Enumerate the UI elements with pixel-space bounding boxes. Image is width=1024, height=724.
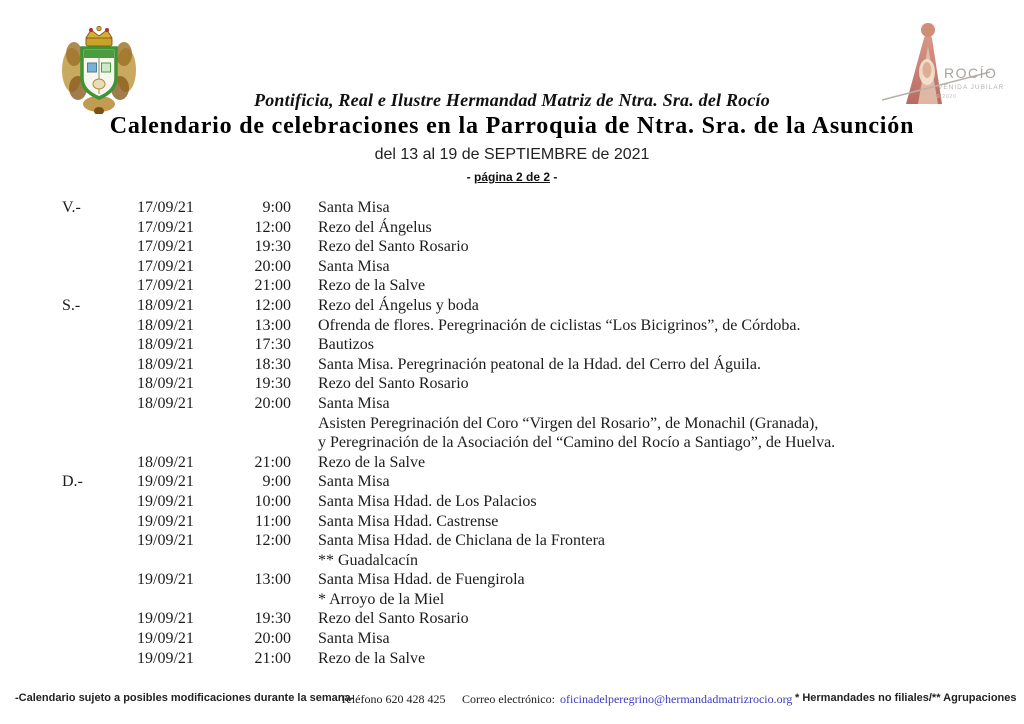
schedule-row [0,609,1024,629]
schedule-row [0,237,1024,257]
time-cell: 12:00 [254,218,291,236]
schedule-row [0,649,1024,669]
page-dash-left: - [466,170,474,184]
schedule-row [0,551,1024,571]
schedule-row [0,296,1024,316]
schedule-row [0,414,1024,434]
date-cell: 18/09/21 [137,453,194,471]
schedule-row [0,374,1024,394]
time-cell: 20:00 [254,394,291,412]
event-description-cell: Santa Misa. Peregrinación peatonal de la Hdad. del Cerro del Águila. [318,355,761,373]
weekday-label [62,218,137,238]
footer-disclaimer: -Calendario sujeto a posibles modificaciones durante la semana- [15,692,355,704]
event-description-cell: Rezo del Santo Rosario [318,238,469,256]
event-description-cell: Santa Misa Hdad. Castrense [318,512,499,530]
svg-text:2019|2020: 2019|2020 [926,94,957,100]
schedule-row [0,512,1024,532]
schedule-row [0,433,1024,453]
time-cell: 11:00 [255,512,291,530]
footer-legend: * Hermandades no filiales/** Agrupaciones [795,692,1017,704]
weekday-label [62,609,137,629]
time-cell: 9:00 [262,473,291,491]
schedule-row [0,590,1024,610]
weekday-label [62,649,137,669]
weekday-label: S.- [62,296,81,314]
time-cell: 19:30 [254,238,291,256]
event-description-cell: Rezo del Ángelus y boda [318,296,479,314]
schedule-row [0,453,1024,473]
weekday-label [62,590,137,610]
event-description-cell: Rezo de la Salve [318,277,426,295]
weekday-label [62,316,137,336]
date-cell: 18/09/21 [137,316,194,334]
date-cell: 19/09/21 [137,630,194,648]
weekday-label [62,492,137,512]
date-cell: 19/09/21 [137,649,194,667]
date-cell: 17/09/21 [137,199,194,216]
date-cell: 18/09/21 [137,296,194,314]
page-indicator [0,170,1024,184]
date-cell: 17/09/21 [137,218,194,236]
event-description-cell: y Peregrinación de la Asociación del “Camino del Rocío a Santiago”, de Huelva. [318,434,836,452]
time-cell: 20:00 [254,257,291,275]
schedule-row [0,394,1024,414]
page-title: Calendario de celebraciones en la Parroquia de Ntra. Sra. de la Asunción [109,113,915,139]
weekday-label [62,570,137,590]
event-description-cell: Asisten Peregrinación del Coro “Virgen del Rosario”, de Monachil (Granada), [318,414,819,432]
date-cell: 19/09/21 [137,571,194,589]
schedule-row [0,218,1024,238]
weekday-label [62,512,137,532]
time-cell: 9:00 [262,199,291,216]
date-cell: 19/09/21 [137,532,194,550]
time-cell: 13:00 [254,316,291,334]
date-cell [137,590,227,610]
date-cell: 18/09/21 [137,375,194,393]
date-cell: 19/09/21 [137,473,194,491]
date-cell [137,414,227,434]
event-description-cell: Rezo del Santo Rosario [318,375,469,393]
event-description-cell: Rezo del Ángelus [318,218,432,236]
time-cell: 21:00 [254,453,291,471]
event-description-cell: Bautizos [318,336,374,354]
date-cell: 19/09/21 [137,610,194,628]
event-description-cell: Santa Misa Hdad. de Fuengirola [318,571,525,589]
time-cell: 13:00 [254,571,291,589]
weekday-label [62,355,137,375]
weekday-label [62,394,137,414]
page-dash-right: - [550,170,558,184]
page-number-label: página 2 de 2 [473,170,551,184]
time-cell: 19:30 [254,610,291,628]
date-cell: 17/09/21 [137,238,194,256]
date-cell: 18/09/21 [137,355,194,373]
schedule-row [0,335,1024,355]
celebrations-schedule-table [0,198,1024,668]
schedule-row [0,276,1024,296]
event-description-cell: Santa Misa [318,473,390,491]
time-cell [227,433,291,453]
event-description-cell: Rezo de la Salve [318,649,426,667]
date-cell: 19/09/21 [137,492,194,510]
schedule-row [0,198,1024,218]
date-range-subtitle: del 13 al 19 de SEPTIEMBRE de 2021 [374,146,650,163]
weekday-label [62,433,137,453]
event-description-cell: * Arroyo de la Miel [318,590,445,608]
time-cell: 10:00 [254,492,291,510]
organization-title: Pontificia, Real e Ilustre Hermandad Matriz de Ntra. Sra. del Rocío [254,90,770,110]
schedule-row [0,355,1024,375]
event-description-cell: Santa Misa Hdad. de Los Palacios [318,492,537,510]
time-cell: 17:30 [254,336,291,354]
weekday-label [62,335,137,355]
event-description-cell: Rezo de la Salve [318,453,426,471]
weekday-label [62,551,137,571]
event-description-cell: ** Guadalcacín [318,551,418,569]
event-description-cell: Santa Misa [318,394,390,412]
time-cell: 19:30 [254,375,291,393]
weekday-label [62,453,137,473]
page-footer [0,688,1024,712]
weekday-label [62,237,137,257]
time-cell [227,551,291,571]
time-cell: 21:00 [254,277,291,295]
time-cell [227,414,291,434]
weekday-label [62,276,137,296]
time-cell: 18:30 [254,355,291,373]
schedule-row [0,531,1024,551]
date-cell: 17/09/21 [137,257,194,275]
weekday-label [62,374,137,394]
event-description-cell: Santa Misa Hdad. de Chiclana de la Frontera [318,532,606,550]
weekday-label: D.- [62,473,83,491]
date-cell: 18/09/21 [137,394,194,412]
footer-email-link[interactable]: oficinadelperegrino@hermandadmatrizrocio.org [560,692,793,706]
schedule-row [0,257,1024,277]
logo-wordmark: ROCÍO [944,65,998,81]
date-cell [137,433,227,453]
time-cell: 21:00 [254,649,291,667]
time-cell [227,590,291,610]
date-cell: 17/09/21 [137,277,194,295]
schedule-row [0,492,1024,512]
event-description-cell: Santa Misa [318,199,390,216]
footer-phone: Teléfono 620 428 425 [340,692,446,706]
date-cell [137,551,227,571]
svg-text:VENIDA JUBILAR: VENIDA JUBILAR [938,84,1005,91]
date-cell: 18/09/21 [137,336,194,354]
schedule-row [0,629,1024,649]
weekday-label [62,414,137,434]
event-description-cell: Ofrenda de flores. Peregrinación de ciclistas “Los Bicigrinos”, de Córdoba. [318,316,801,334]
event-description-cell: Santa Misa [318,630,390,648]
schedule-row [0,472,1024,492]
time-cell: 12:00 [254,532,291,550]
schedule-row [0,316,1024,336]
time-cell: 20:00 [254,630,291,648]
footer-email-label: Correo electrónico: [462,692,555,706]
weekday-label [62,257,137,277]
weekday-label [62,629,137,649]
weekday-label [62,531,137,551]
schedule-row [0,570,1024,590]
weekday-label: V.- [62,199,81,216]
date-cell: 19/09/21 [137,512,194,530]
event-description-cell: Rezo del Santo Rosario [318,610,469,628]
event-description-cell: Santa Misa [318,257,390,275]
time-cell: 12:00 [254,296,291,314]
